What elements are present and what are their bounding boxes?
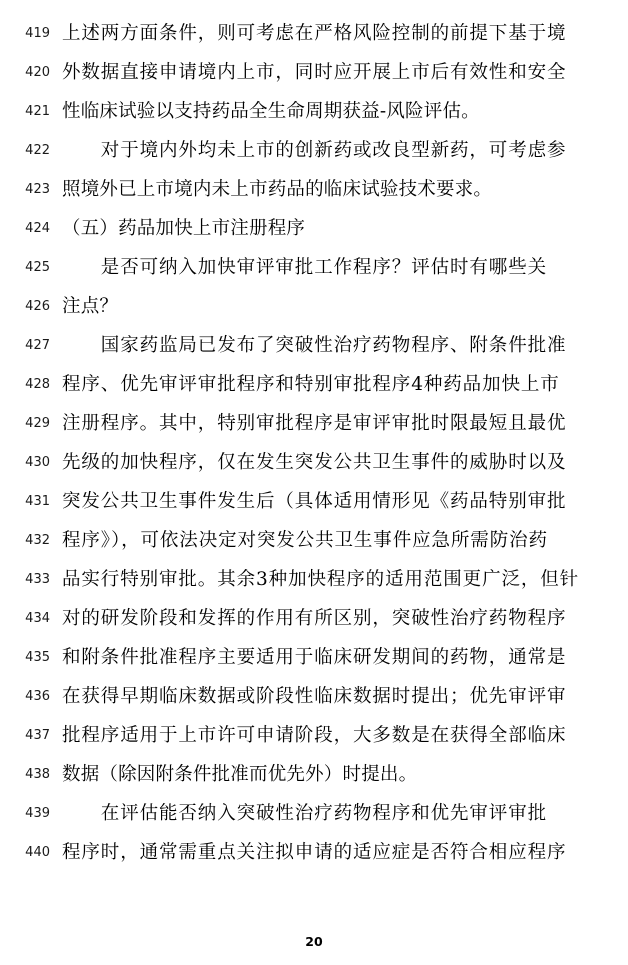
line-number: 435 <box>25 650 50 665</box>
line-number: 427 <box>25 338 50 353</box>
text-line <box>24 716 588 755</box>
text-line <box>24 560 588 599</box>
text-line <box>24 404 588 443</box>
line-text: 品实行特别审批。其余3种加快程序的适用范围更广泛，但针 <box>62 569 580 590</box>
line-text: 外数据直接申请境内上市，同时应开展上市后有效性和安全 <box>62 62 567 83</box>
line-number: 434 <box>25 611 50 626</box>
text-line <box>24 14 588 53</box>
text-line <box>24 833 588 872</box>
line-number: 432 <box>25 533 50 548</box>
line-text: 和附条件批准程序主要适用于临床研发期间的药物，通常是 <box>62 647 567 668</box>
line-number: 433 <box>25 572 50 587</box>
line-number: 438 <box>25 767 50 782</box>
line-text: 在获得早期临床数据或阶段性临床数据时提出；优先审评审 <box>62 686 567 707</box>
section-heading: （五）药品加快上市注册程序 <box>62 218 306 239</box>
text-line <box>24 794 588 833</box>
line-text: 对的研发阶段和发挥的作用有所区别，突破性治疗药物程序 <box>62 608 567 629</box>
text-line <box>24 755 588 794</box>
text-line <box>24 326 588 365</box>
line-number: 429 <box>25 416 50 431</box>
page-number: 20 <box>305 934 323 949</box>
line-number: 423 <box>25 182 50 197</box>
text-line <box>24 131 588 170</box>
line-text: 程序时，通常需重点关注拟申请的适应症是否符合相应程序 <box>62 842 567 863</box>
line-number: 428 <box>25 377 50 392</box>
line-number: 431 <box>25 494 50 509</box>
line-text: 上述两方面条件，则可考虑在严格风险控制的前提下基于境 <box>62 23 567 44</box>
line-number: 440 <box>25 845 50 860</box>
line-text: 照境外已上市境内未上市药品的临床试验技术要求。 <box>62 179 493 200</box>
line-number: 439 <box>25 806 50 821</box>
text-line <box>24 287 588 326</box>
text-line <box>24 638 588 677</box>
line-number: 430 <box>25 455 50 470</box>
line-text: 程序、优先审评审批程序和特别审批程序4种药品加快上市 <box>62 374 560 395</box>
line-number: 421 <box>25 104 50 119</box>
line-number: 420 <box>25 65 50 80</box>
text-line <box>24 677 588 716</box>
line-number: 436 <box>25 689 50 704</box>
text-line <box>24 443 588 482</box>
line-text: 数据（除因附条件批准而优先外）时提出。 <box>62 764 418 785</box>
line-text: 注点？ <box>62 296 119 317</box>
line-text: 突发公共卫生事件发生后（具体适用情形见《药品特别审批 <box>62 491 567 512</box>
line-text: 在评估能否纳入突破性治疗药物程序和优先审评审批 <box>62 803 548 824</box>
line-text: 性临床试验以支持药品全生命周期获益-风险评估。 <box>62 101 480 122</box>
text-line <box>24 482 588 521</box>
line-number: 425 <box>25 260 50 275</box>
line-text: 对于境内外均未上市的创新药或改良型新药，可考虑参 <box>62 140 567 161</box>
text-line <box>24 53 588 92</box>
line-number: 419 <box>25 26 50 41</box>
line-number: 424 <box>25 221 50 236</box>
line-number: 426 <box>25 299 50 314</box>
text-line <box>24 599 588 638</box>
line-text: 注册程序。其中，特别审批程序是审评审批时限最短且最优 <box>62 413 567 434</box>
line-text: 程序》），可依法决定对突发公共卫生事件应急所需防治药 <box>62 530 548 551</box>
text-line <box>24 170 588 209</box>
line-text: 是否可纳入加快审评审批工作程序？评估时有哪些关 <box>62 257 548 278</box>
text-line-heading <box>24 209 588 248</box>
text-line <box>24 521 588 560</box>
line-text: 国家药监局已发布了突破性治疗药物程序、附条件批准 <box>62 335 567 356</box>
text-line <box>24 248 588 287</box>
text-line <box>24 365 588 404</box>
document-body <box>24 14 588 872</box>
line-text: 批程序适用于上市许可申请阶段，大多数是在获得全部临床 <box>62 725 567 746</box>
text-line <box>24 92 588 131</box>
line-number: 422 <box>25 143 50 158</box>
line-number: 437 <box>25 728 50 743</box>
line-text: 先级的加快程序，仅在发生突发公共卫生事件的威胁时以及 <box>62 452 567 473</box>
